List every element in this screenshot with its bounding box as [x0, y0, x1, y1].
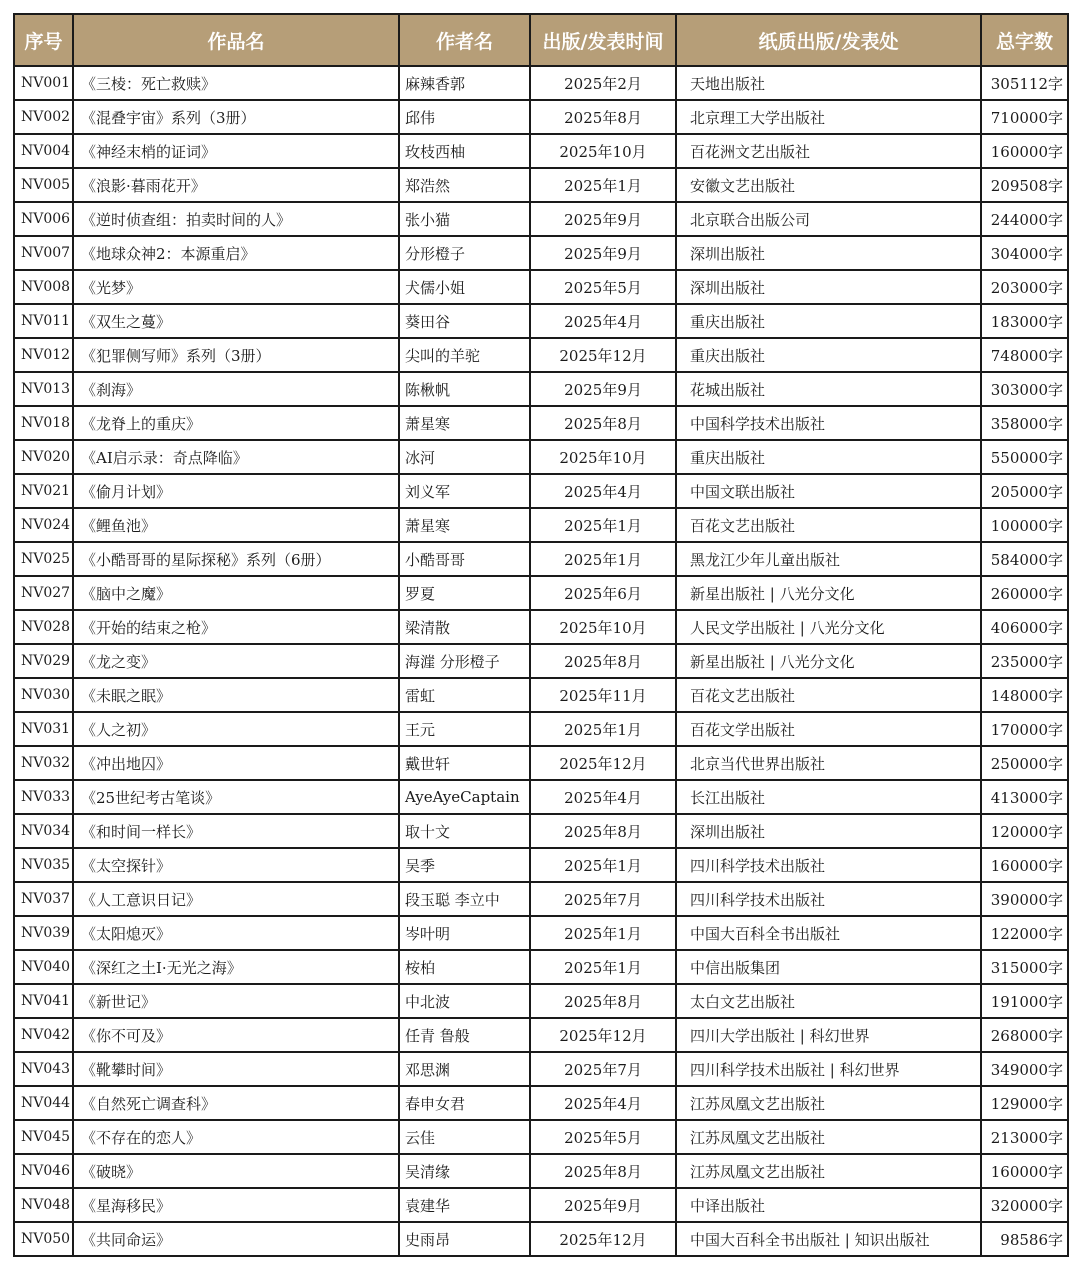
cell-date: 2025年7月 — [530, 1052, 676, 1086]
table-row — [14, 508, 1068, 542]
table-row — [14, 746, 1068, 780]
cell-publisher: 四川大学出版社 | 科幻世界 — [676, 1018, 981, 1052]
table-row — [14, 1052, 1068, 1086]
table-row — [14, 474, 1068, 508]
cell-title: 《深红之土Ⅰ·无光之海》 — [73, 950, 399, 984]
cell-word-count: 209508字 — [981, 168, 1068, 202]
cell-publisher: 深圳出版社 — [676, 270, 981, 304]
cell-author: 邓思渊 — [399, 1052, 530, 1086]
cell-publisher: 深圳出版社 — [676, 814, 981, 848]
cell-id: NV021 — [14, 474, 73, 508]
table-header — [14, 14, 1068, 66]
cell-author: 冰河 — [399, 440, 530, 474]
table-row — [14, 270, 1068, 304]
cell-word-count: 550000字 — [981, 440, 1068, 474]
cell-word-count: 303000字 — [981, 372, 1068, 406]
cell-author: 岑叶明 — [399, 916, 530, 950]
header-publisher: 纸质出版/发表处 — [676, 14, 981, 66]
table-row — [14, 440, 1068, 474]
cell-publisher: 太白文艺出版社 — [676, 984, 981, 1018]
cell-word-count: 406000字 — [981, 610, 1068, 644]
cell-author: 史雨昂 — [399, 1222, 530, 1256]
cell-title: 《光梦》 — [73, 270, 399, 304]
cell-date: 2025年4月 — [530, 304, 676, 338]
cell-author: 张小猫 — [399, 202, 530, 236]
cell-id: NV034 — [14, 814, 73, 848]
cell-date: 2025年1月 — [530, 712, 676, 746]
cell-title: 《AI启示录：奇点降临》 — [73, 440, 399, 474]
cell-publisher: 中信出版集团 — [676, 950, 981, 984]
cell-author: AyeAyeCaptain — [399, 780, 530, 814]
cell-author: 段玉聪 李立中 — [399, 882, 530, 916]
cell-title: 《犯罪侧写师》系列（3册） — [73, 338, 399, 372]
cell-title: 《和时间一样长》 — [73, 814, 399, 848]
cell-author: 海漄 分形橙子 — [399, 644, 530, 678]
cell-author: 分形橙子 — [399, 236, 530, 270]
cell-title: 《不存在的恋人》 — [73, 1120, 399, 1154]
cell-author: 袁建华 — [399, 1188, 530, 1222]
cell-id: NV050 — [14, 1222, 73, 1256]
cell-title: 《地球众神2：本源重启》 — [73, 236, 399, 270]
cell-date: 2025年8月 — [530, 984, 676, 1018]
cell-date: 2025年5月 — [530, 270, 676, 304]
table-row — [14, 780, 1068, 814]
cell-title: 《小酷哥哥的星际探秘》系列（6册） — [73, 542, 399, 576]
table-row — [14, 576, 1068, 610]
table-row — [14, 406, 1068, 440]
cell-word-count: 120000字 — [981, 814, 1068, 848]
header-row — [14, 14, 1068, 66]
cell-id: NV007 — [14, 236, 73, 270]
cell-id: NV024 — [14, 508, 73, 542]
cell-author: 尖叫的羊驼 — [399, 338, 530, 372]
header-date: 出版/发表时间 — [530, 14, 676, 66]
cell-title: 《双生之蔓》 — [73, 304, 399, 338]
cell-author: 梁清散 — [399, 610, 530, 644]
cell-date: 2025年1月 — [530, 950, 676, 984]
cell-id: NV013 — [14, 372, 73, 406]
cell-id: NV045 — [14, 1120, 73, 1154]
cell-id: NV031 — [14, 712, 73, 746]
cell-date: 2025年8月 — [530, 644, 676, 678]
table-row — [14, 1120, 1068, 1154]
cell-date: 2025年8月 — [530, 1154, 676, 1188]
cell-word-count: 748000字 — [981, 338, 1068, 372]
cell-author: 任青 鲁般 — [399, 1018, 530, 1052]
cell-title: 《偷月计划》 — [73, 474, 399, 508]
cell-id: NV008 — [14, 270, 73, 304]
cell-title: 《混叠宇宙》系列（3册） — [73, 100, 399, 134]
table-row — [14, 712, 1068, 746]
cell-word-count: 305112字 — [981, 66, 1068, 100]
cell-author: 吴季 — [399, 848, 530, 882]
cell-publisher: 北京当代世界出版社 — [676, 746, 981, 780]
cell-word-count: 260000字 — [981, 576, 1068, 610]
cell-author: 小酷哥哥 — [399, 542, 530, 576]
cell-publisher: 新星出版社 | 八光分文化 — [676, 644, 981, 678]
cell-publisher: 百花文艺出版社 — [676, 508, 981, 542]
cell-title: 《鲤鱼池》 — [73, 508, 399, 542]
cell-date: 2025年4月 — [530, 1086, 676, 1120]
cell-word-count: 191000字 — [981, 984, 1068, 1018]
table-row — [14, 882, 1068, 916]
cell-author: 桉柏 — [399, 950, 530, 984]
cell-publisher: 中国科学技术出版社 — [676, 406, 981, 440]
cell-author: 吴清缘 — [399, 1154, 530, 1188]
header-author: 作者名 — [399, 14, 530, 66]
cell-word-count: 349000字 — [981, 1052, 1068, 1086]
cell-id: NV035 — [14, 848, 73, 882]
cell-author: 春申女君 — [399, 1086, 530, 1120]
table-row — [14, 338, 1068, 372]
cell-title: 《三棱：死亡救赎》 — [73, 66, 399, 100]
cell-title: 《逆时侦查组：拍卖时间的人》 — [73, 202, 399, 236]
cell-title: 《开始的结束之枪》 — [73, 610, 399, 644]
cell-title: 《新世记》 — [73, 984, 399, 1018]
table-row — [14, 950, 1068, 984]
header-id: 序号 — [14, 14, 73, 66]
table-row — [14, 542, 1068, 576]
cell-date: 2025年8月 — [530, 100, 676, 134]
cell-word-count: 213000字 — [981, 1120, 1068, 1154]
cell-id: NV037 — [14, 882, 73, 916]
cell-title: 《太阳熄灭》 — [73, 916, 399, 950]
cell-publisher: 黑龙江少年儿童出版社 — [676, 542, 981, 576]
table-row — [14, 1154, 1068, 1188]
cell-title: 《破晓》 — [73, 1154, 399, 1188]
cell-title: 《星海移民》 — [73, 1188, 399, 1222]
table-row — [14, 236, 1068, 270]
cell-title: 《太空探针》 — [73, 848, 399, 882]
cell-title: 《未眠之眠》 — [73, 678, 399, 712]
cell-publisher: 重庆出版社 — [676, 304, 981, 338]
cell-word-count: 98586字 — [981, 1222, 1068, 1256]
cell-author: 郑浩然 — [399, 168, 530, 202]
table-row — [14, 168, 1068, 202]
cell-date: 2025年7月 — [530, 882, 676, 916]
cell-title: 《共同命运》 — [73, 1222, 399, 1256]
cell-word-count: 235000字 — [981, 644, 1068, 678]
table-row — [14, 66, 1068, 100]
table-row — [14, 848, 1068, 882]
cell-id: NV006 — [14, 202, 73, 236]
cell-word-count: 183000字 — [981, 304, 1068, 338]
works-table — [13, 13, 1069, 1257]
cell-date: 2025年5月 — [530, 1120, 676, 1154]
cell-id: NV011 — [14, 304, 73, 338]
cell-publisher: 重庆出版社 — [676, 440, 981, 474]
table-row — [14, 1018, 1068, 1052]
cell-word-count: 129000字 — [981, 1086, 1068, 1120]
cell-title: 《刹海》 — [73, 372, 399, 406]
cell-publisher: 安徽文艺出版社 — [676, 168, 981, 202]
cell-date: 2025年1月 — [530, 916, 676, 950]
cell-date: 2025年1月 — [530, 508, 676, 542]
cell-word-count: 250000字 — [981, 746, 1068, 780]
cell-author: 取十文 — [399, 814, 530, 848]
cell-publisher: 江苏凤凰文艺出版社 — [676, 1086, 981, 1120]
cell-word-count: 315000字 — [981, 950, 1068, 984]
cell-publisher: 深圳出版社 — [676, 236, 981, 270]
cell-title: 《龙之变》 — [73, 644, 399, 678]
cell-date: 2025年6月 — [530, 576, 676, 610]
cell-word-count: 160000字 — [981, 1154, 1068, 1188]
table-body — [14, 66, 1068, 1256]
header-title: 作品名 — [73, 14, 399, 66]
table-row — [14, 100, 1068, 134]
table-row — [14, 678, 1068, 712]
cell-publisher: 中国文联出版社 — [676, 474, 981, 508]
cell-date: 2025年1月 — [530, 168, 676, 202]
cell-title: 《脑中之魔》 — [73, 576, 399, 610]
table-row — [14, 644, 1068, 678]
cell-date: 2025年12月 — [530, 1222, 676, 1256]
cell-id: NV044 — [14, 1086, 73, 1120]
cell-word-count: 710000字 — [981, 100, 1068, 134]
cell-publisher: 百花文艺出版社 — [676, 678, 981, 712]
cell-author: 刘义军 — [399, 474, 530, 508]
cell-title: 《你不可及》 — [73, 1018, 399, 1052]
cell-publisher: 四川科学技术出版社 — [676, 848, 981, 882]
cell-author: 犬儒小姐 — [399, 270, 530, 304]
cell-word-count: 268000字 — [981, 1018, 1068, 1052]
cell-date: 2025年9月 — [530, 372, 676, 406]
cell-publisher: 四川科学技术出版社 — [676, 882, 981, 916]
cell-id: NV005 — [14, 168, 73, 202]
table-row — [14, 1188, 1068, 1222]
cell-id: NV004 — [14, 134, 73, 168]
cell-title: 《人之初》 — [73, 712, 399, 746]
cell-author: 葵田谷 — [399, 304, 530, 338]
cell-title: 《人工意识日记》 — [73, 882, 399, 916]
cell-author: 王元 — [399, 712, 530, 746]
cell-publisher: 江苏凤凰文艺出版社 — [676, 1154, 981, 1188]
cell-date: 2025年2月 — [530, 66, 676, 100]
cell-author: 萧星寒 — [399, 406, 530, 440]
cell-publisher: 人民文学出版社 | 八光分文化 — [676, 610, 981, 644]
cell-date: 2025年9月 — [530, 1188, 676, 1222]
cell-word-count: 160000字 — [981, 848, 1068, 882]
cell-word-count: 170000字 — [981, 712, 1068, 746]
cell-author: 邱伟 — [399, 100, 530, 134]
table-row — [14, 814, 1068, 848]
cell-id: NV030 — [14, 678, 73, 712]
cell-word-count: 413000字 — [981, 780, 1068, 814]
cell-publisher: 花城出版社 — [676, 372, 981, 406]
cell-publisher: 江苏凤凰文艺出版社 — [676, 1120, 981, 1154]
cell-id: NV043 — [14, 1052, 73, 1086]
works-table-container — [13, 13, 1069, 1257]
cell-publisher: 天地出版社 — [676, 66, 981, 100]
cell-id: NV020 — [14, 440, 73, 474]
table-row — [14, 1086, 1068, 1120]
cell-id: NV027 — [14, 576, 73, 610]
cell-id: NV041 — [14, 984, 73, 1018]
cell-publisher: 新星出版社 | 八光分文化 — [676, 576, 981, 610]
cell-date: 2025年12月 — [530, 746, 676, 780]
cell-publisher: 长江出版社 — [676, 780, 981, 814]
cell-word-count: 100000字 — [981, 508, 1068, 542]
cell-word-count: 304000字 — [981, 236, 1068, 270]
cell-id: NV001 — [14, 66, 73, 100]
cell-publisher: 百花文学出版社 — [676, 712, 981, 746]
cell-word-count: 148000字 — [981, 678, 1068, 712]
cell-id: NV040 — [14, 950, 73, 984]
cell-title: 《靴攀时间》 — [73, 1052, 399, 1086]
cell-author: 玫枝西柚 — [399, 134, 530, 168]
cell-date: 2025年8月 — [530, 406, 676, 440]
cell-id: NV032 — [14, 746, 73, 780]
cell-id: NV018 — [14, 406, 73, 440]
cell-word-count: 122000字 — [981, 916, 1068, 950]
cell-date: 2025年12月 — [530, 1018, 676, 1052]
cell-publisher: 重庆出版社 — [676, 338, 981, 372]
cell-publisher: 四川科学技术出版社 | 科幻世界 — [676, 1052, 981, 1086]
cell-id: NV046 — [14, 1154, 73, 1188]
cell-id: NV048 — [14, 1188, 73, 1222]
cell-author: 麻辣香郭 — [399, 66, 530, 100]
cell-date: 2025年9月 — [530, 202, 676, 236]
cell-publisher: 百花洲文艺出版社 — [676, 134, 981, 168]
cell-word-count: 390000字 — [981, 882, 1068, 916]
cell-word-count: 205000字 — [981, 474, 1068, 508]
cell-date: 2025年10月 — [530, 610, 676, 644]
cell-word-count: 358000字 — [981, 406, 1068, 440]
cell-date: 2025年1月 — [530, 848, 676, 882]
cell-author: 陈楸帆 — [399, 372, 530, 406]
cell-id: NV002 — [14, 100, 73, 134]
table-row — [14, 134, 1068, 168]
table-row — [14, 202, 1068, 236]
cell-author: 萧星寒 — [399, 508, 530, 542]
cell-date: 2025年4月 — [530, 780, 676, 814]
cell-author: 云佳 — [399, 1120, 530, 1154]
cell-word-count: 244000字 — [981, 202, 1068, 236]
table-row — [14, 916, 1068, 950]
cell-title: 《龙脊上的重庆》 — [73, 406, 399, 440]
cell-title: 《浪影·暮雨花开》 — [73, 168, 399, 202]
cell-date: 2025年10月 — [530, 134, 676, 168]
table-row — [14, 1222, 1068, 1256]
cell-author: 罗夏 — [399, 576, 530, 610]
cell-id: NV028 — [14, 610, 73, 644]
cell-word-count: 203000字 — [981, 270, 1068, 304]
table-row — [14, 304, 1068, 338]
cell-publisher: 北京联合出版公司 — [676, 202, 981, 236]
cell-date: 2025年9月 — [530, 236, 676, 270]
cell-title: 《25世纪考古笔谈》 — [73, 780, 399, 814]
header-word-count: 总字数 — [981, 14, 1068, 66]
cell-word-count: 584000字 — [981, 542, 1068, 576]
cell-date: 2025年11月 — [530, 678, 676, 712]
cell-word-count: 320000字 — [981, 1188, 1068, 1222]
cell-publisher: 北京理工大学出版社 — [676, 100, 981, 134]
cell-date: 2025年10月 — [530, 440, 676, 474]
cell-date: 2025年1月 — [530, 542, 676, 576]
table-row — [14, 610, 1068, 644]
cell-author: 中北波 — [399, 984, 530, 1018]
cell-id: NV039 — [14, 916, 73, 950]
cell-word-count: 160000字 — [981, 134, 1068, 168]
cell-id: NV042 — [14, 1018, 73, 1052]
cell-publisher: 中译出版社 — [676, 1188, 981, 1222]
cell-date: 2025年8月 — [530, 814, 676, 848]
cell-publisher: 中国大百科全书出版社 | 知识出版社 — [676, 1222, 981, 1256]
cell-title: 《冲出地囚》 — [73, 746, 399, 780]
cell-author: 戴世轩 — [399, 746, 530, 780]
cell-id: NV029 — [14, 644, 73, 678]
cell-author: 雷虹 — [399, 678, 530, 712]
table-row — [14, 372, 1068, 406]
cell-id: NV033 — [14, 780, 73, 814]
cell-publisher: 中国大百科全书出版社 — [676, 916, 981, 950]
table-row — [14, 984, 1068, 1018]
cell-date: 2025年4月 — [530, 474, 676, 508]
cell-title: 《神经末梢的证词》 — [73, 134, 399, 168]
cell-id: NV025 — [14, 542, 73, 576]
cell-id: NV012 — [14, 338, 73, 372]
cell-date: 2025年12月 — [530, 338, 676, 372]
cell-title: 《自然死亡调查科》 — [73, 1086, 399, 1120]
